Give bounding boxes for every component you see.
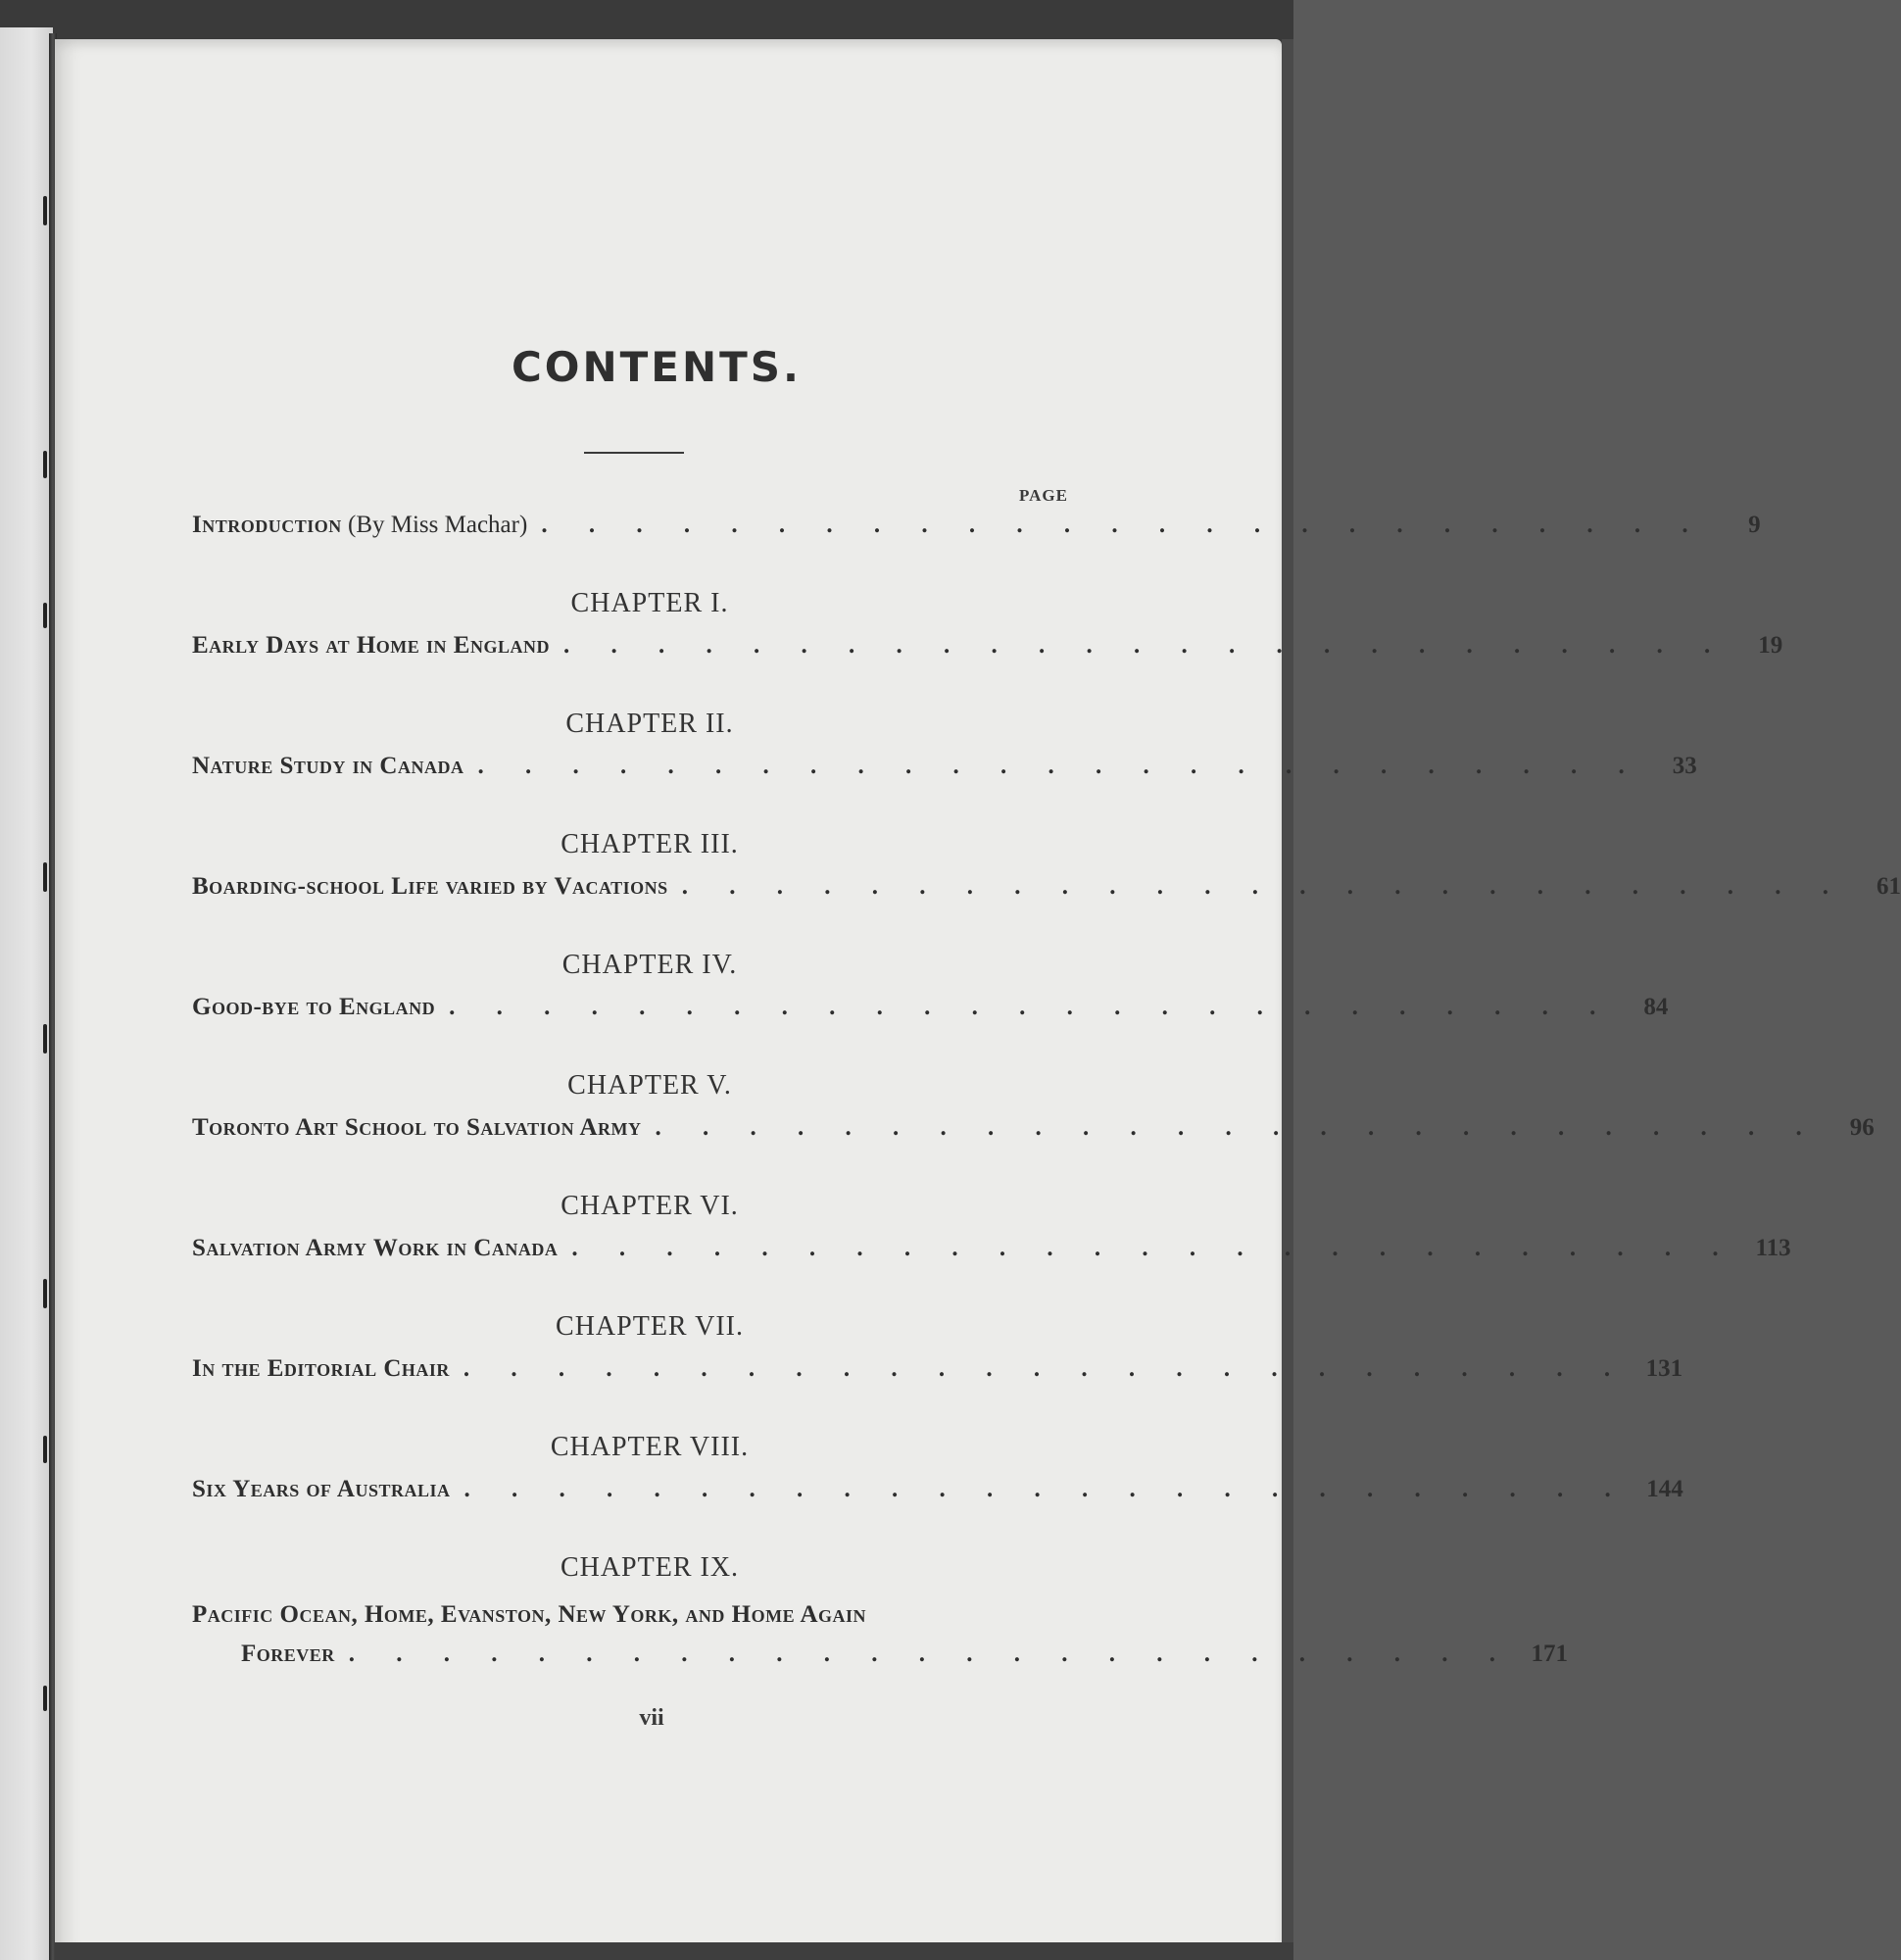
toc-entry-title: Toronto Art School to Salvation Army — [192, 1114, 642, 1141]
toc-page-number: 131 — [1645, 1355, 1683, 1382]
toc-entry[interactable] — [192, 753, 1697, 792]
chapter-heading: CHAPTER IX. — [560, 1552, 740, 1583]
toc-entry-title: Boarding-school Life varied by Vacations — [192, 873, 668, 900]
toc-entry[interactable] — [241, 1641, 1569, 1680]
leader-dots: . . . . . . . . . . . . . . . . . . . . . . . . . — [463, 1476, 1629, 1502]
chapter-heading: CHAPTER II. — [565, 709, 734, 739]
leader-dots: . . . . . . . . . . . . . . . . . . . . . . . . . — [681, 873, 1846, 900]
toc-entry[interactable] — [192, 1235, 1791, 1274]
leader-dots: . . . . . . . . . . . . . . . . . . . . . . . . . — [477, 753, 1642, 779]
leader-dots: . . . . . . . . . . . . . . . . . . . . . . . . . — [541, 512, 1706, 538]
toc-entry[interactable] — [192, 873, 1901, 912]
chapter-heading: CHAPTER VII. — [556, 1311, 744, 1342]
toc-entry[interactable] — [192, 632, 1783, 671]
toc-entry-title-line2: Forever — [241, 1641, 335, 1667]
toc-page-number: 96 — [1849, 1114, 1875, 1141]
leader-dots: . . . . . . . . . . . . . . . . . . . . . . . . . — [449, 994, 1614, 1020]
facing-page-edge — [0, 27, 53, 1960]
toc-entry-title-line1[interactable]: Pacific Ocean, Home, Evanston, New York, and Home Again — [192, 1601, 867, 1628]
toc-entry[interactable] — [192, 1114, 1875, 1153]
chapter-heading: CHAPTER III. — [561, 829, 739, 859]
toc-page-number: 9 — [1748, 512, 1761, 538]
chapter-heading: CHAPTER V. — [567, 1070, 732, 1101]
toc-page-number: 171 — [1531, 1641, 1569, 1667]
page-folio: vii — [639, 1705, 664, 1731]
toc-entry[interactable] — [192, 994, 1669, 1033]
toc-page-number: 19 — [1758, 632, 1783, 659]
toc-entry-title: Early Days at Home in England — [192, 632, 550, 659]
leader-dots: . . . . . . . . . . . . . . . . . . . . . . . . . — [463, 1355, 1629, 1382]
toc-entry[interactable] — [192, 1476, 1683, 1515]
scan-bottom-border — [55, 1942, 1293, 1960]
leader-dots: . . . . . . . . . . . . . . . . . . . . . . . . . — [571, 1235, 1736, 1261]
page-column-header: PAGE — [1019, 486, 1068, 505]
toc-entry-title: Salvation Army Work in Canada — [192, 1235, 559, 1261]
toc-page-number: 84 — [1643, 994, 1669, 1020]
leader-dots: . . . . . . . . . . . . . . . . . . . . . . . . . — [562, 632, 1729, 659]
chapter-heading: CHAPTER I. — [570, 588, 729, 618]
leader-dots: . . . . . . . . . . . . . . . . . . . . . . . . . — [348, 1641, 1514, 1667]
toc-entry-title: Nature Study in Canada — [192, 753, 464, 779]
toc-entry[interactable] — [192, 1355, 1683, 1395]
toc-entry-title: Six Years of Australia — [192, 1476, 451, 1502]
chapter-heading: CHAPTER VI. — [561, 1191, 739, 1221]
chapter-heading: CHAPTER IV. — [561, 950, 738, 980]
toc-page-number: 33 — [1672, 753, 1697, 779]
leader-dots: . . . . . . . . . . . . . . . . . . . . . . . . . — [655, 1114, 1820, 1141]
toc-entry-title: Good-bye to England — [192, 994, 436, 1020]
toc-entry-title: In the Editorial Chair — [192, 1355, 450, 1382]
toc-page-number: 113 — [1755, 1235, 1791, 1261]
toc-page-number: 61 — [1876, 873, 1901, 900]
toc-entry-introduction[interactable] — [192, 512, 1761, 551]
toc-entry-title: Introduction — [192, 512, 342, 538]
page-title: CONTENTS. — [511, 343, 803, 391]
title-rule — [584, 452, 684, 454]
toc-entry-note: (By Miss Machar) — [341, 512, 528, 538]
toc-page-number: 144 — [1646, 1476, 1683, 1502]
chapter-heading: CHAPTER VIII. — [550, 1432, 750, 1462]
